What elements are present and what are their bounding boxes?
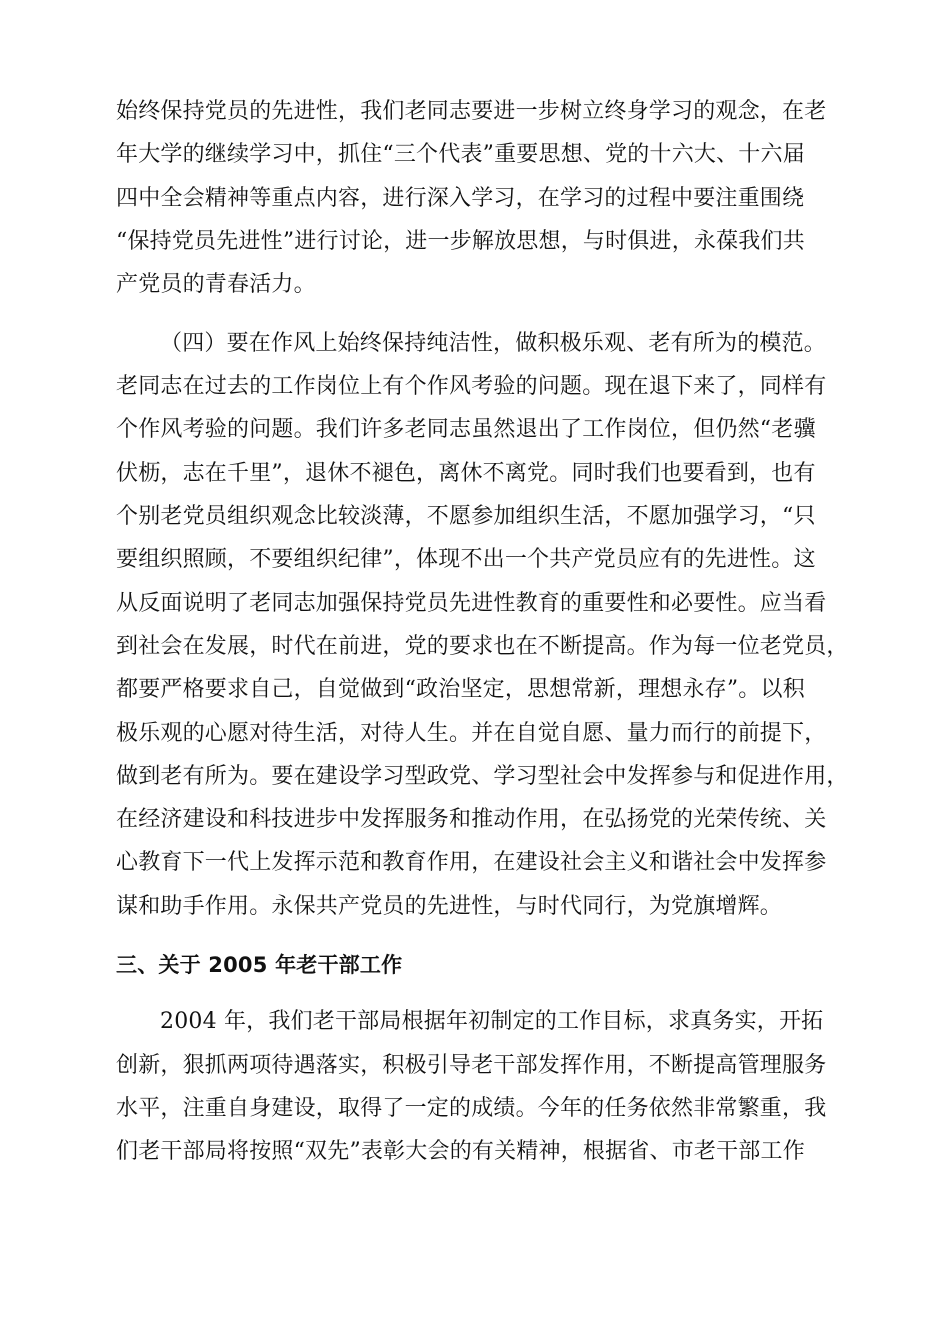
text-line: 个作风考验的问题。我们许多老同志虽然退出了工作岗位，但仍然“老骥 [116, 417, 816, 442]
text-line: 做到老有所为。要在建设学习型政党、学习型社会中发挥参与和促进作用， [116, 764, 849, 789]
text-line: 2004 年，我们老干部局根据年初制定的工作目标，求真务实，开拓 [160, 1009, 824, 1034]
text-line: 心教育下一代上发挥示范和教育作用，在建设社会主义和谐社会中发挥参 [116, 850, 827, 875]
text-line: 产党员的青春活力。 [116, 272, 316, 297]
text-line: 创新，狠抓两项待遇落实，积极引导老干部发挥作用，不断提高管理服务 [116, 1053, 827, 1078]
text-line: 都要严格要求自己，自觉做到“政治坚定，思想常新，理想永存”。以积 [116, 677, 805, 702]
section-heading: 三、关于 2005 年老干部工作 [116, 953, 403, 977]
text-line: 谋和助手作用。永保共产党员的先进性，与时代同行，为党旗增辉。 [116, 894, 783, 919]
text-line: 四中全会精神等重点内容，进行深入学习，在学习的过程中要注重围绕 [116, 186, 805, 211]
text-line: 始终保持党员的先进性，我们老同志要进一步树立终身学习的观念，在老 [116, 99, 827, 124]
text-line: （四）要在作风上始终保持纯洁性，做积极乐观、老有所为的模范。 [160, 331, 827, 356]
text-line: 水平，注重自身建设，取得了一定的成绩。今年的任务依然非常繁重，我 [116, 1096, 827, 1121]
text-line: “保持党员先进性”进行讨论，进一步解放思想，与时俱进，永葆我们共 [116, 229, 805, 254]
text-line: 们老干部局将按照“双先”表彰大会的有关精神，根据省、市老干部工作 [116, 1139, 805, 1164]
text-line: 在经济建设和科技进步中发挥服务和推动作用，在弘扬党的光荣传统、关 [116, 807, 827, 832]
text-line: 伏枥，志在千里”，退休不褪色，离休不离党。同时我们也要看到，也有 [116, 461, 816, 486]
text-line: 极乐观的心愿对待生活，对待人生。并在自觉自愿、量力而行的前提下， [116, 721, 827, 746]
text-line: 要组织照顾，不要组织纪律”，体现不出一个共产党员应有的先进性。这 [116, 547, 816, 572]
text-line: 从反面说明了老同志加强保持党员先进性教育的重要性和必要性。应当看 [116, 591, 827, 616]
text-line: 老同志在过去的工作岗位上有个作风考验的问题。现在退下来了，同样有 [116, 374, 827, 399]
text-line: 年大学的继续学习中，抓住“三个代表”重要思想、党的十六大、十六届 [116, 142, 805, 167]
text-line: 个别老党员组织观念比较淡薄，不愿参加组织生活，不愿加强学习，“只 [116, 504, 816, 529]
text-line: 到社会在发展，时代在前进，党的要求也在不断提高。作为每一位老党员， [116, 634, 849, 659]
